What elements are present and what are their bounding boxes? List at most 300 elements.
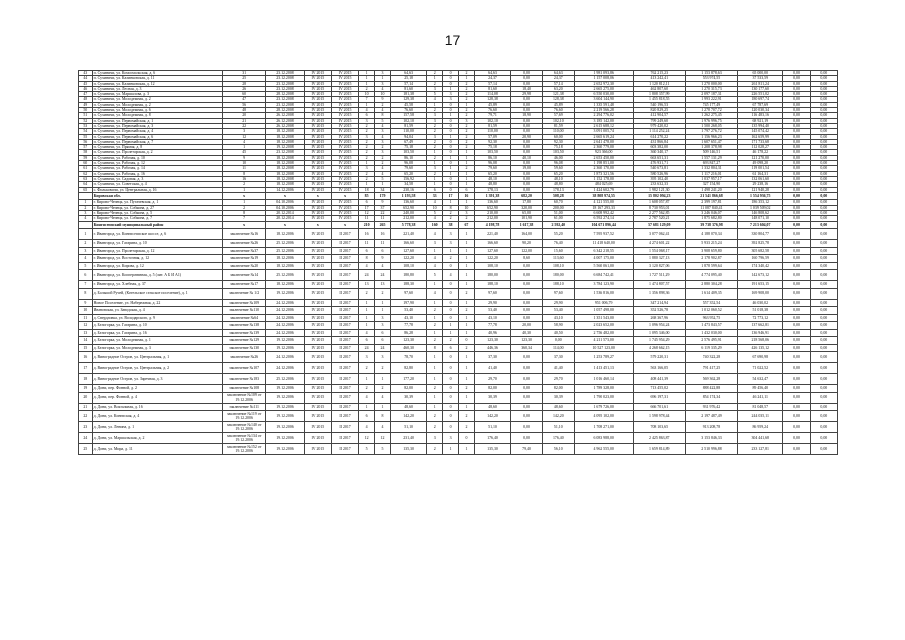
table-cell: 1: [458, 150, 474, 155]
table-cell: 2: [458, 139, 474, 144]
table-cell: 0,00: [810, 262, 837, 270]
table-cell: 103,50: [474, 150, 510, 155]
table-cell: 22: [375, 210, 391, 215]
table-cell: 103,50: [390, 150, 426, 155]
table-cell: 19.12.2006: [266, 403, 305, 411]
table-cell: 0: [443, 123, 459, 128]
table-cell: 110,00: [474, 129, 510, 134]
table-cell: 0,00: [783, 86, 810, 91]
table-cell: 1 037 957,17: [685, 176, 737, 181]
table-cell: 22: [223, 123, 266, 128]
table-cell: 2: [458, 134, 474, 139]
table-cell: 1: [458, 403, 474, 411]
table-cell: заключение №134 от 19.12.2006: [223, 433, 266, 444]
table-cell: IV 2015: [304, 92, 331, 97]
table-cell: 569 362,28: [685, 374, 737, 385]
table-cell: 0: [443, 71, 459, 76]
table-row: [79, 329, 838, 337]
table-cell: 23.12.2008: [266, 86, 305, 91]
table-cell: 17,80: [511, 200, 543, 205]
table-cell: 2: [427, 155, 443, 160]
table-cell: 0,00: [511, 161, 543, 166]
table-cell: 563 166,05: [633, 363, 685, 374]
table-cell: 18.12.2008: [266, 176, 305, 181]
table-cell: 0: [443, 139, 459, 144]
table-cell: 4 188 070,34: [685, 229, 737, 240]
table-cell: 230,16: [390, 187, 426, 192]
table-cell: 0,00: [783, 281, 810, 289]
table-cell: 1 679 726,00: [574, 403, 633, 411]
table-cell: 0,00: [810, 403, 837, 411]
table-cell: 55,20: [542, 229, 574, 240]
table-cell: 200,00: [542, 205, 574, 210]
table-cell: 54: [79, 129, 93, 134]
table-cell: 1: [443, 329, 459, 337]
table-cell: 57,14: [474, 81, 510, 86]
table-cell: 18.12.2008: [266, 134, 305, 139]
table-cell: 81,59: [474, 123, 510, 128]
table-cell: 46 030,02: [738, 299, 783, 307]
table-cell: 0,00: [783, 337, 810, 345]
table-cell: 4: [427, 229, 443, 240]
table-cell: 85: [359, 192, 375, 200]
table-cell: 6: [375, 247, 391, 255]
table-cell: 11: [79, 314, 93, 322]
table-cell: 2: [458, 411, 474, 422]
table-cell: 7: [359, 97, 375, 102]
table-cell: 77,78: [390, 322, 426, 330]
table-cell: 1 270 315,73: [685, 86, 737, 91]
table-cell: 4: [427, 262, 443, 270]
table-cell: 923 366,00: [574, 150, 633, 155]
table-cell: IV 2015: [331, 102, 358, 107]
table-cell: II 2017: [331, 288, 358, 299]
table-cell: 9: [79, 299, 93, 307]
table-cell: IV 2015: [331, 81, 358, 86]
table-cell: 446,36: [474, 344, 510, 352]
table-cell: 1: [427, 329, 443, 337]
table-cell: 233 127,81: [738, 444, 783, 455]
table-cell: 0,00: [783, 444, 810, 455]
table-cell: 426 135,12: [738, 344, 783, 352]
table-cell: 0,00: [810, 411, 837, 422]
table-cell: 1: [375, 403, 391, 411]
table-cell: IV 2015: [304, 374, 331, 385]
table-cell: 0,00: [810, 145, 837, 150]
address-cell: Кингисеппский муниципальный район: [92, 221, 222, 229]
table-cell: 0,00: [783, 255, 810, 263]
table-cell: 2 615 688,12: [574, 123, 633, 128]
table-cell: 24: [359, 270, 375, 281]
table-cell: 21 541 866,68: [685, 192, 737, 200]
resettlement-table: [78, 70, 838, 455]
table-cell: 10: [375, 92, 391, 97]
table-cell: 268 367,96: [633, 314, 685, 322]
table-row: [79, 281, 838, 289]
table-cell: 1: [375, 76, 391, 81]
table-cell: 11: [375, 216, 391, 221]
table-cell: 6: [458, 187, 474, 192]
table-cell: 46 241,11: [738, 392, 783, 403]
table-cell: [79, 221, 93, 229]
address-cell: д. Виноградное Остров, ул. Центральная, д. 1: [92, 352, 222, 363]
table-cell: 48: [223, 108, 266, 113]
table-cell: 0,00: [783, 171, 810, 176]
table-cell: 79,60: [390, 166, 426, 171]
table-cell: 20.12.2014: [266, 210, 305, 215]
table-cell: 2: [359, 176, 375, 181]
table-cell: 24: [375, 270, 391, 281]
table-cell: 0,00: [783, 221, 810, 229]
table-cell: 7 213 604,07: [738, 221, 783, 229]
table-cell: 6 342 218,55: [574, 247, 633, 255]
table-cell: 0,00: [810, 150, 837, 155]
table-cell: 1 607 651,47: [685, 139, 737, 144]
table-cell: II 2017: [331, 322, 358, 330]
table-cell: IV 2015: [304, 182, 331, 187]
table-cell: 123,30: [390, 337, 426, 345]
table-cell: 1: [427, 281, 443, 289]
table-cell: заключение №152 от 19.12.2006: [223, 444, 266, 455]
table-cell: 121 940,28: [738, 187, 783, 192]
table-cell: 11: [359, 240, 375, 248]
table-cell: 180 697,74: [738, 97, 783, 102]
table-cell: 0,00: [783, 161, 810, 166]
table-cell: 60: [79, 161, 93, 166]
table-cell: IV 2015: [331, 200, 358, 205]
table-cell: II 2017: [331, 444, 358, 455]
table-cell: 2: [79, 205, 93, 210]
table-cell: 3: [427, 118, 443, 123]
table-cell: IV 2015: [331, 139, 358, 144]
table-cell: 14: [79, 337, 93, 345]
table-cell: 48,10: [474, 176, 510, 181]
table-cell: 37: [375, 205, 391, 210]
table-cell: 180,80: [390, 270, 426, 281]
table-cell: IV 2015: [304, 166, 331, 171]
table-cell: 47: [223, 97, 266, 102]
table-cell: 30,39: [542, 392, 574, 403]
table-cell: 59: [79, 155, 93, 160]
table-cell: 0,00: [810, 92, 837, 97]
table-cell: IV 2015: [304, 299, 331, 307]
table-cell: 2 653 450,00: [574, 155, 633, 160]
table-cell: 102,10: [390, 118, 426, 123]
table-cell: 4: [443, 270, 459, 281]
table-cell: 37,30: [542, 352, 574, 363]
table-cell: 122,20: [474, 255, 510, 263]
table-cell: 2: [359, 150, 375, 155]
table-cell: 29,98: [511, 92, 543, 97]
table-cell: 188,30: [390, 281, 426, 289]
table-cell: 5: [375, 118, 391, 123]
address-cell: п. Сухиничи, ул. Калинковская, д. 12: [92, 81, 222, 86]
table-cell: 19.12.2006: [266, 392, 305, 403]
table-row: [79, 352, 838, 363]
table-cell: 57,09: [474, 134, 510, 139]
table-cell: 0,00: [783, 307, 810, 315]
table-cell: 127,60: [390, 247, 426, 255]
table-cell: 218 568,06: [738, 337, 783, 345]
table-cell: 327 154,90: [685, 182, 737, 187]
address-cell: п. Сухиничи, ул. Молодежная, д. 2: [92, 97, 222, 102]
table-cell: 8: [443, 205, 459, 210]
table-cell: 4: [359, 108, 375, 113]
table-cell: 3: [375, 322, 391, 330]
table-cell: 663 651,31: [633, 155, 685, 160]
table-cell: IV 2015: [304, 344, 331, 352]
table-cell: заключение №108: [223, 385, 266, 393]
table-row: [79, 262, 838, 270]
table-cell: x: [304, 192, 331, 200]
table-cell: 18.12.2008: [266, 166, 305, 171]
address-cell: п. Сухиничи, ул. Молодежная, д. 2: [92, 102, 222, 107]
table-cell: 1: [458, 176, 474, 181]
table-cell: 129,38: [390, 97, 426, 102]
table-cell: 123,30: [511, 337, 543, 345]
table-cell: 104 671 896,44: [574, 221, 633, 229]
address-cell: г. Ивангород, ул. Гагарина, д. 10: [92, 240, 222, 248]
table-cell: 116 483,16: [738, 113, 783, 118]
table-cell: 1 198 851,00: [574, 161, 633, 166]
table-cell: 20.12.2014: [266, 216, 305, 221]
table-cell: IV 2015: [331, 129, 358, 134]
table-cell: 0,00: [810, 314, 837, 322]
table-cell: 47: [79, 92, 93, 97]
table-cell: 0,00: [810, 171, 837, 176]
table-cell: 1 993 222,91: [685, 97, 737, 102]
table-cell: 56: [79, 139, 93, 144]
table-cell: 12: [79, 322, 93, 330]
table-cell: 102,10: [542, 118, 574, 123]
table-cell: 0,00: [810, 182, 837, 187]
address-cell: д. Белогорка, ул. Гагарина, д. 10: [92, 322, 222, 330]
table-cell: 18,90: [511, 113, 543, 118]
table-row: [79, 433, 838, 444]
table-cell: 128,38: [474, 97, 510, 102]
table-cell: 8: [79, 288, 93, 299]
table-cell: 0,00: [783, 229, 810, 240]
table-cell: 12: [223, 134, 266, 139]
table-cell: 6: [443, 344, 459, 352]
table-cell: 392 825,78: [738, 240, 783, 248]
table-cell: 682,20: [511, 192, 543, 200]
table-cell: 1 981 093,86: [574, 71, 633, 76]
table-cell: IV 2015: [331, 134, 358, 139]
table-cell: 3: [427, 166, 443, 171]
table-cell: 63,20: [542, 86, 574, 91]
table-cell: 2: [458, 108, 474, 113]
table-cell: 1: [458, 322, 474, 330]
table-cell: 0: [443, 81, 459, 86]
table-cell: 0,00: [810, 344, 837, 352]
table-cell: 0,00: [511, 307, 543, 315]
table-cell: 0,00: [511, 363, 543, 374]
table-cell: II 2017: [331, 344, 358, 352]
table-cell: II 2017: [331, 281, 358, 289]
table-cell: 2: [458, 166, 474, 171]
table-cell: 71 022,52: [738, 363, 783, 374]
table-cell: 1: [443, 247, 459, 255]
address-cell: г. Кирово-Чепецк, ул. Пугачевская, д. 1: [92, 200, 222, 205]
table-cell: 23.12.2008: [266, 150, 305, 155]
table-cell: 951 006,79: [574, 299, 633, 307]
table-cell: 0,00: [810, 444, 837, 455]
table-row: [79, 322, 838, 330]
table-cell: 412 904,57: [633, 113, 685, 118]
table-cell: 108,10: [390, 262, 426, 270]
table-cell: 4: [223, 139, 266, 144]
table-cell: 3 153 846,33: [685, 433, 737, 444]
table-cell: II 2017: [331, 314, 358, 322]
table-cell: 2 665 275,00: [574, 86, 633, 91]
table-cell: заключение №19: [223, 255, 266, 263]
table-cell: 1: [359, 182, 375, 187]
table-cell: 19,00: [511, 166, 543, 171]
table-cell: 0,00: [810, 433, 837, 444]
table-cell: 3: [79, 210, 93, 215]
table-cell: 2 510 996,88: [685, 444, 737, 455]
table-cell: 20: [223, 113, 266, 118]
table-cell: 0,00: [511, 102, 543, 107]
table-cell: 3: [375, 314, 391, 322]
table-cell: 24.12.2006: [266, 299, 305, 307]
table-cell: 162 659,99: [738, 134, 783, 139]
table-cell: 96,08: [390, 161, 426, 166]
table-cell: 49: [79, 102, 93, 107]
table-cell: заключение № 1/2: [223, 288, 266, 299]
table-cell: 1: [427, 363, 443, 374]
table-cell: 19.12.2006: [266, 411, 305, 422]
table-cell: 15 802 094,23: [633, 192, 685, 200]
table-cell: 1 554 936,75: [738, 192, 783, 200]
table-cell: 2: [458, 216, 474, 221]
table-cell: 51 018,38: [738, 307, 783, 315]
table-cell: IV 2015: [304, 200, 331, 205]
table-cell: 1: [359, 403, 375, 411]
table-cell: 745 177,49: [685, 102, 737, 107]
table-cell: 2 219 566,28: [574, 108, 633, 113]
table-cell: 75,18: [390, 145, 426, 150]
table-cell: 1 012 060,52: [685, 307, 737, 315]
table-cell: 81,59: [390, 123, 426, 128]
table-cell: 2: [359, 123, 375, 128]
table-cell: 64,63: [542, 71, 574, 76]
table-cell: 96,08: [542, 161, 574, 166]
table-cell: 5: [427, 270, 443, 281]
table-cell: 1: [375, 182, 391, 187]
address-cell: г. Ивангород, ул. Хлебная, д. 37: [92, 281, 222, 289]
table-cell: 9: [375, 97, 391, 102]
table-cell: 0,00: [810, 210, 837, 215]
table-row: [79, 255, 838, 263]
table-cell: 2: [427, 108, 443, 113]
table-cell: 0,00: [783, 192, 810, 200]
table-cell: IV 2015: [331, 210, 358, 215]
table-cell: 4 268 662,15: [633, 344, 685, 352]
table-cell: 2: [359, 385, 375, 393]
table-cell: 5: [427, 92, 443, 97]
table-cell: 1: [427, 352, 443, 363]
table-cell: 15,60: [542, 247, 574, 255]
table-cell: 0,00: [511, 176, 543, 181]
table-cell: 178,13: [474, 187, 510, 192]
table-cell: 2 197 487,49: [685, 411, 737, 422]
table-cell: IV 2015: [331, 92, 358, 97]
table-cell: IV 2015: [304, 385, 331, 393]
address-cell: г. Кирово-Чепецк, ул. Собкина, д. 5: [92, 210, 222, 215]
table-cell: 21: [79, 403, 93, 411]
table-cell: 1: [458, 363, 474, 374]
table-cell: 395 102,40: [633, 176, 685, 181]
table-cell: IV 2015: [304, 247, 331, 255]
table-cell: x: [331, 192, 358, 200]
table-cell: 4: [359, 392, 375, 403]
table-cell: IV 2015: [331, 171, 358, 176]
table-cell: 0,00: [810, 200, 837, 205]
table-cell: 3: [375, 71, 391, 76]
table-cell: 18.12.2006: [266, 262, 305, 270]
table-cell: IV 2015: [304, 422, 331, 433]
table-cell: 51: [79, 113, 93, 118]
table-cell: 931 976,42: [685, 403, 737, 411]
table-row: [79, 337, 838, 345]
table-cell: 1: [359, 307, 375, 315]
table-cell: 2: [458, 92, 474, 97]
table-cell: II 2017: [331, 329, 358, 337]
address-cell: г. Кирово-Чепецк, ул. Собкина, д. 27: [92, 205, 222, 210]
table-cell: 360 340,17: [633, 150, 685, 155]
table-cell: 1 745 954,29: [633, 337, 685, 345]
table-cell: 86,28: [390, 329, 426, 337]
table-cell: 56: [223, 102, 266, 107]
table-cell: 23.12.2008: [266, 71, 305, 76]
table-cell: 4: [359, 422, 375, 433]
table-cell: 1: [458, 352, 474, 363]
table-cell: 244 035,11: [738, 411, 783, 422]
table-cell: 1: [359, 81, 375, 86]
table-cell: IV 2015: [304, 210, 331, 215]
table-cell: 20: [79, 392, 93, 403]
table-cell: 3: [427, 134, 443, 139]
table-cell: IV 2015: [304, 86, 331, 91]
table-cell: 1: [427, 392, 443, 403]
table-cell: заключение №111: [223, 403, 266, 411]
table-cell: 0,00: [783, 262, 810, 270]
table-cell: 7: [79, 281, 93, 289]
table-cell: 5: [375, 176, 391, 181]
table-cell: IV 2015: [304, 281, 331, 289]
table-cell: 54 632,47: [738, 374, 783, 385]
table-cell: 197,90: [390, 299, 426, 307]
table-cell: 2: [427, 444, 443, 455]
table-cell: 476 931,71: [633, 161, 685, 166]
table-cell: 97,60: [474, 288, 510, 299]
table-cell: IV 2015: [304, 322, 331, 330]
table-cell: 6 608 992,42: [574, 210, 633, 215]
table-cell: 142 673,12: [738, 270, 783, 281]
table-cell: 708 103,65: [633, 422, 685, 433]
table-cell: 0,00: [783, 210, 810, 215]
table-cell: 0,00: [783, 385, 810, 393]
table-cell: 188,10: [474, 281, 510, 289]
table-cell: 0,00: [511, 97, 543, 102]
table-cell: 5: [427, 210, 443, 215]
table-cell: 2 756 482,00: [574, 329, 633, 337]
address-cell: п. Сухиничи, ул. Пролетарская, д. 2: [92, 150, 222, 155]
table-row: [79, 344, 838, 352]
table-cell: 1: [458, 229, 474, 240]
